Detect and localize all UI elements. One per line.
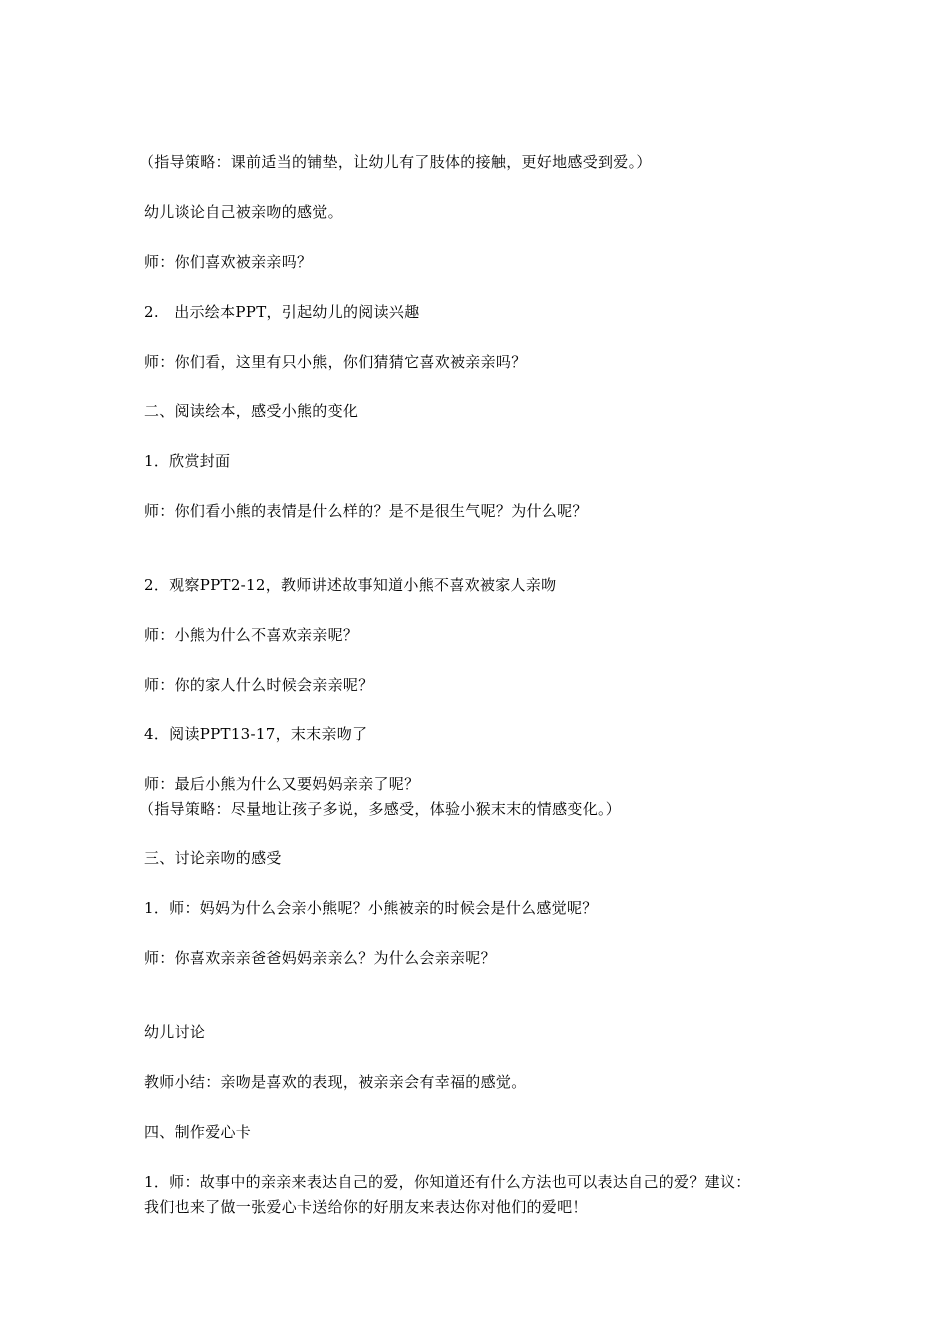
step-item-continued: 我们也来了做一张爱心卡送给你的好朋友来表达你对他们的爱吧！ [144,1198,588,1216]
teacher-question: 师：你们喜欢被亲亲吗？ [144,253,313,271]
step-item: 2. 出示绘本PPT，引起幼儿的阅读兴趣 [144,303,420,321]
teacher-question: 师：你喜欢亲亲爸爸妈妈亲亲么？为什么会亲亲呢？ [144,949,496,967]
section-heading-4: 四、制作爱心卡 [144,1123,252,1141]
teacher-question: 师：小熊为什么不喜欢亲亲呢？ [144,626,359,644]
step-item: 1．师：故事中的亲亲来表达自己的爱，你知道还有什么方法也可以表达自己的爱？建议： [144,1173,751,1191]
step-item: 1．师：妈妈为什么会亲小熊呢？小熊被亲的时候会是什么感觉呢？ [144,899,598,917]
strategy-note-1: （指导策略：课前适当的铺垫，让幼儿有了肢体的接触，更好地感受到爱。） [139,153,652,171]
step-item: 1．欣赏封面 [144,452,231,470]
paragraph: 幼儿谈论自己被亲吻的感觉。 [144,203,343,221]
teacher-summary: 教师小结：亲吻是喜欢的表现，被亲亲会有幸福的感觉。 [144,1073,527,1091]
section-heading-2: 二、阅读绘本，感受小熊的变化 [144,402,359,420]
strategy-note-2: （指导策略：尽量地让孩子多说，多感受，体验小猴末末的情感变化。） [139,800,622,818]
step-item: 2．观察PPT2-12，教师讲述故事知道小熊不喜欢被家人亲吻 [144,576,557,594]
teacher-question: 师：你们看，这里有只小熊，你们猜猜它喜欢被亲亲吗？ [144,353,527,371]
teacher-question: 师：你的家人什么时候会亲亲呢？ [144,676,374,694]
paragraph: 幼儿讨论 [144,1023,206,1041]
step-item: 4．阅读PPT13-17，末末亲吻了 [144,725,368,743]
teacher-question: 师：你们看小熊的表情是什么样的？是不是很生气呢？为什么呢？ [144,502,588,520]
section-heading-3: 三、讨论亲吻的感受 [144,849,282,867]
teacher-question: 师：最后小熊为什么又要妈妈亲亲了呢？ [144,775,420,793]
